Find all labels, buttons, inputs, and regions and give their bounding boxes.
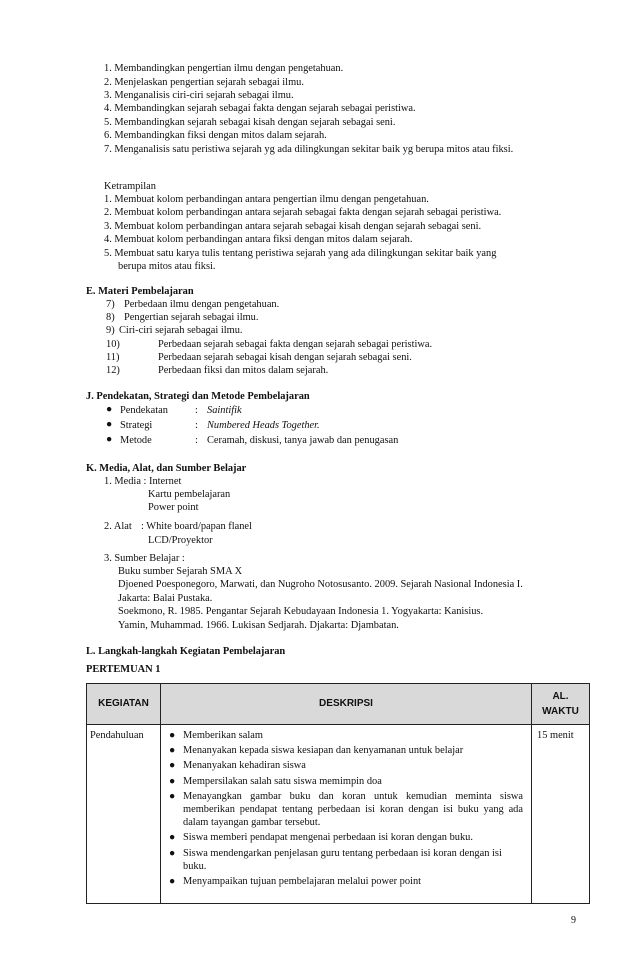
sumber-item: Djoened Poesponegoro, Marwati, dan Nugroho Notosusanto. 2009. Sejarah Nasional Indonesia I. xyxy=(118,579,523,590)
cell-waktu xyxy=(532,725,590,904)
value-strategi: Numbered Heads Together. xyxy=(207,420,320,431)
bullet-icon: ● xyxy=(169,876,176,888)
list-item: 5. Membuat satu karya tulis tentang peristiwa sejarah yang ada dilingkungan sekitar baik yang xyxy=(104,248,497,259)
list-item: Perbedaan fiksi dan mitos dalam sejarah. xyxy=(158,365,329,376)
cell-kegiatan xyxy=(87,725,161,904)
list-item-num: 11) xyxy=(106,352,120,363)
section-heading-j: J. Pendekatan, Strategi dan Metode Pembelajaran xyxy=(86,391,310,402)
bullet-icon: ● xyxy=(169,730,176,741)
list-item-num: 9) xyxy=(106,325,115,336)
header-kegiatan xyxy=(87,684,161,725)
separator: : xyxy=(195,435,198,446)
list-item-num: 12) xyxy=(106,365,120,376)
section-heading-l: L. Langkah-langkah Kegiatan Pembelajaran xyxy=(86,646,286,657)
bullet-icon: ● xyxy=(169,790,176,802)
section-heading-e: E. Materi Pembelajaran xyxy=(86,286,194,297)
bullet-icon: ● xyxy=(169,847,176,859)
list-item: Ciri-ciri sejarah sebagai ilmu. xyxy=(119,325,243,336)
media-item: Kartu pembelajaran xyxy=(148,489,231,500)
header-kegiatan-label: KEGIATAN xyxy=(98,698,149,710)
media-item: Power point xyxy=(148,502,199,513)
list-item: 3. Membuat kolom perbandingan antara sejarah sebagai kisah dengan sejarah sebagai seni. xyxy=(104,221,482,232)
label-strategi: Strategi xyxy=(120,420,153,431)
list-item: ● Menayangkan gambar buku dan koran untuk kemudian meminta siswa memberikan pendapat tentang perbedaan isi koran dengan isi buku yang ada dalam tayangan gambar tersebut. xyxy=(169,790,523,829)
list-item: ● Menanyakan kepada siswa kesiapan dan kenyamanan untuk belajar xyxy=(169,745,464,757)
kegiatan-table xyxy=(86,683,590,904)
list-item: berupa mitos atau fiksi. xyxy=(118,261,216,272)
kegiatan-pendahuluan: Pendahuluan xyxy=(90,730,144,741)
sumber-label: 3. Sumber Belajar : xyxy=(104,553,185,564)
label-metode: Metode xyxy=(120,435,152,446)
separator: : xyxy=(195,420,198,431)
list-item: 6. Membandingkan fiksi dengan mitos dalam sejarah. xyxy=(104,130,327,141)
list-item: Perbedaan sejarah sebagai fakta dengan sejarah sebagai peristiwa. xyxy=(158,339,433,350)
list-item: Perbedaan ilmu dengan pengetahuan. xyxy=(124,299,280,310)
list-item: ● Mempersilakan salah satu siswa memimpin doa xyxy=(169,775,382,787)
bullet-icon: ● xyxy=(106,419,113,430)
table-row xyxy=(87,725,590,904)
bullet-icon: ● xyxy=(106,434,113,445)
list-item: 1. Membuat kolom perbandingan antara pengertian ilmu dengan pengetahuan. xyxy=(104,194,429,205)
list-item: ● Siswa memberi pendapat mengenai perbedaan isi koran dengan buku. xyxy=(169,832,473,844)
list-item: 2. Menjelaskan pengertian sejarah sebagai ilmu. xyxy=(104,77,304,88)
bullet-icon: ● xyxy=(169,760,176,772)
list-item-num: 7) xyxy=(106,299,115,310)
list-item: Pengertian sejarah sebagai ilmu. xyxy=(124,312,259,323)
list-item: 5. Membandingkan sejarah sebagai kisah dengan sejarah sebagai seni. xyxy=(104,117,396,128)
alat-label: 2. Alat xyxy=(104,521,132,532)
separator: : xyxy=(195,405,198,416)
list-item: ● Memberikan salam xyxy=(169,730,263,741)
header-deskripsi-label: DESKRIPSI xyxy=(319,698,373,710)
list-item: 4. Membuat kolom perbandingan antara fiksi dengan mitos dalam sejarah. xyxy=(104,234,413,245)
cell-deskripsi xyxy=(161,725,532,904)
sumber-item: Buku sumber Sejarah SMA X xyxy=(118,566,243,577)
bullet-icon: ● xyxy=(169,775,176,787)
list-item: 2. Membuat kolom perbandingan antara sejarah sebagai fakta dengan sejarah sebagai peristiwa. xyxy=(104,207,502,218)
value-metode: Ceramah, diskusi, tanya jawab dan penugasan xyxy=(207,435,399,446)
bullet-icon: ● xyxy=(169,832,176,844)
list-item: 4. Membandingkan sejarah sebagai fakta dengan sejarah sebagai peristiwa. xyxy=(104,103,416,114)
alat-item: LCD/Proyektor xyxy=(148,535,213,546)
sumber-item: Soekmono, R. 1985. Pengantar Sejarah Kebudayaan Indonesia 1. Yogyakarta: Kanisius. xyxy=(118,606,484,617)
list-item: ● Menyampaikan tujuan pembelajaran melalui power point xyxy=(169,876,422,888)
alat-value: : White board/papan flanel xyxy=(141,521,252,532)
waktu-value: 15 menit xyxy=(537,730,574,741)
list-item: 7. Menganalisis satu peristiwa sejarah yg ada dilingkungan sekitar baik yg berupa mitos atau fiksi. xyxy=(104,144,514,155)
header-waktu-line1: AL. xyxy=(552,691,569,702)
list-item-num: 10) xyxy=(106,339,120,350)
section-heading-k: K. Media, Alat, dan Sumber Belajar xyxy=(86,463,247,474)
header-waktu xyxy=(532,684,590,725)
sumber-item: Jakarta: Balai Pustaka. xyxy=(118,593,213,604)
sumber-item: Yamin, Muhammad. 1966. Lukisan Sedjarah. Djakarta: Djambatan. xyxy=(118,620,399,631)
header-deskripsi xyxy=(161,684,532,725)
list-item: 1. Membandingkan pengertian ilmu dengan pengetahuan. xyxy=(104,63,344,74)
bullet-icon: ● xyxy=(106,404,113,415)
table-header-row xyxy=(87,684,590,725)
pertemuan-label: PERTEMUAN 1 xyxy=(86,664,161,675)
bullet-icon: ● xyxy=(169,745,176,757)
label-pendekatan: Pendekatan xyxy=(120,405,168,416)
media-label: 1. Media : Internet xyxy=(104,476,182,487)
list-item-num: 8) xyxy=(106,312,115,323)
list-item: Perbedaan sejarah sebagai kisah dengan sejarah sebagai seni. xyxy=(158,352,412,363)
page-number: 9 xyxy=(571,915,576,926)
header-waktu-line2: WAKTU xyxy=(542,706,579,717)
value-pendekatan: Saintifik xyxy=(207,405,242,416)
subheading-keterampilan: Ketrampilan xyxy=(104,181,156,192)
list-item: ● Menanyakan kehadiran siswa xyxy=(169,760,306,772)
list-item: 3. Menganalisis ciri-ciri sejarah sebagai ilmu. xyxy=(104,90,294,101)
list-item: ● Siswa mendengarkan penjelasan guru tentang perbedaan isi koran dengan isi buku. xyxy=(169,847,502,872)
